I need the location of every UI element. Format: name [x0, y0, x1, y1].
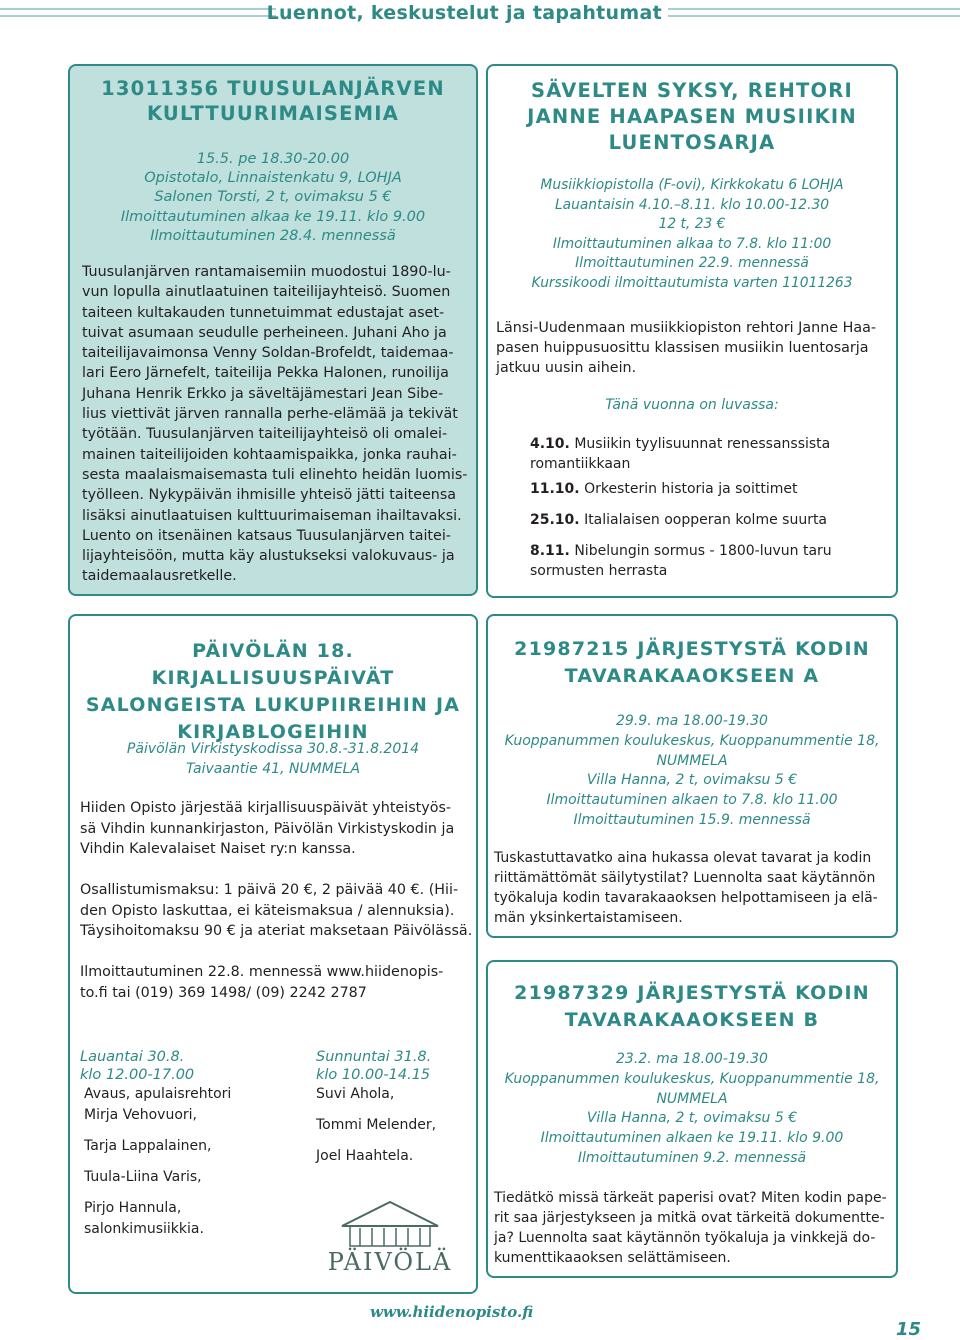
description-paragraph: Hiiden Opisto järjestää kirjallisuuspäivät yhteistyös- sä Vihdin kunnankirjaston, Päivölän Virkistyskodin ja Vihdin Kalevalaiset Naiset ry:n kanssa.: [80, 800, 455, 857]
description-paragraph: Länsi-Uudenmaan musiikkiopiston rehtori Janne Haa- pasen huippusuosittu klassisen musiikin luentosarja jatkuu uusin aihein.: [496, 320, 877, 376]
event-details: Päivölän Virkistyskodissa 30.8.-31.8.2014 Taivaantie 41, NUMMELA: [126, 741, 420, 777]
tuusulanjarvi-lecture-box: [68, 64, 478, 596]
header-rule-left: [0, 8, 276, 17]
footer-website-link[interactable]: www.hiidenopisto.fi: [370, 1303, 534, 1321]
saturday-program: Lauantai 30.8. klo 12.00-17.00 Avaus, apulaisrehtori Mirja Vehovuori, Tarja Lappalainen, Tuula-Liina Varis, Pirjo Hannula, salonkimusiikkia.: [80, 1048, 300, 1240]
description-paragraph: Tiedätkö missä tärkeät paperisi ovat? Miten kodin pape- rit saa järjestykseen ja mitkä ovat tärkeitä dokumentte- ja? Luennolta saat käytännön työkaluja ja vinkkejä do- kumenttikaaoksen selättämiseen.: [494, 1190, 887, 1266]
home-clutter-b-box: [486, 960, 898, 1278]
event-details: 15.5. pe 18.30-20.00 Opistotalo, Linnaistenkatu 9, LOHJA Salonen Torsti, 2 t, ovimaksu 5 € Ilmoittautuminen alkaa ke 19.11. klo 9.00 Ilmoittautuminen 28.4. mennessä: [120, 151, 426, 244]
schedule-item: 8.11. Nibelungin sormus - 1800-luvun taru sormusten herrasta: [530, 543, 832, 579]
header-rule-right: [668, 8, 960, 17]
registration-paragraph: Ilmoittautuminen 22.8. mennessä www.hiidenopis- to.fi tai (019) 369 1498/ (09) 2242 2787: [80, 964, 444, 1001]
box-title: SÄVELTEN SYKSY, REHTORI JANNE HAAPASEN MUSIIKIN LUENTOSARJA: [527, 79, 857, 154]
schedule-item: 25.10. Italialaisen oopperan kolme suurta: [530, 512, 828, 528]
schedule-item: 4.10. Musiikin tyylisuunnat renessanssista romantiikkaan: [530, 436, 831, 472]
schedule-item: 11.10. Orkesterin historia ja soittimet: [530, 481, 798, 497]
schedule-subheading: Tänä vuonna on luvassa:: [605, 397, 779, 413]
event-details: Musiikkiopistolla (F-ovi), Kirkkokatu 6 LOHJA Lauantaisin 4.10.–8.11. klo 10.00-12.30 12 t, 23 € Ilmoittautuminen alkaa to 7.8. klo 11:00 Ilmoittautuminen 22.9. mennessä Kurssikoodi ilmoittautumista varten 11011263: [531, 177, 853, 291]
box-title: PÄIVÖLÄN 18. KIRJALLISUUSPÄIVÄT SALONGEISTA LUKUPIIREIHIN JA KIRJABLOGEIHIN: [85, 640, 461, 743]
literature-days-box: [68, 614, 478, 1294]
sunday-time: Sunnuntai 31.8. klo 10.00-14.15: [316, 1049, 432, 1083]
box-title: 13011356 TUUSULANJÄRVEN KULTTUURIMAISEMIA: [101, 77, 445, 125]
home-clutter-a-box: [486, 614, 898, 938]
description-paragraph: Tuusulanjärven rantamaisemiin muodostui 1890-lu- vun lopulla ainutlaatuinen taiteilijayhteisö. Suomen taiteen kultakauden tunnetuimmat edustajat aset- tuivat asumaan seudulle perheineen. Juhani Aho ja taiteilijavaimonsa Venny Soldan-Brofeldt, taidemaa- lari Eero Järnefelt, taiteilija Pekka Halonen, runoilija Juhana Henrik Erkko ja säveltäjämestari Jean Sibe- lius viettivät järven rannalla perhe-elämää ja tekivät työtään. Tuusulanjärven taiteilijayhteisö oli omalei- mainen taiteilijoiden kohtaamispaikka, jonka rauhai- sesta maalaismaisemasta tuli elinehto heidän luomis- työlleen. Nykypäivän ihmisille yhteisö jätti taiteensa lisäksi ainutlaatuisen kulttuurimaiseman ihailtavaksi. Luento on itsenäinen katsaus Tuusulanjärven taitei- lijayhteisöön, mutta käy alustukseksi valokuvaus- ja taidemaalausretkelle.: [82, 264, 468, 585]
box-title: 21987215 JÄRJESTYSTÄ KODIN TAVARAKAAOKSEEN A: [514, 638, 870, 687]
saturday-time: Lauantai 30.8. klo 12.00-17.00: [80, 1049, 195, 1083]
description-paragraph: Tuskastuttavatko aina hukassa olevat tavarat ja kodin riittämättömät säilytystilat? Luennolta saat käytännön työkaluja kodin tavarakaaoksen helpottamiseen ja elä- män yksinkertaistamiseen.: [494, 850, 878, 926]
price-paragraph: Osallistumismaksu: 1 päivä 20 €, 2 päivää 40 €. (Hii- den Opisto laskuttaa, ei käteismaksua / alennuksia). Täysihoitomaksu 90 € ja ateriat maksetaan Päivölässä.: [80, 882, 473, 939]
sunday-program: Sunnuntai 31.8. klo 10.00-14.15 Suvi Ahola, Tommi Melender, Joel Haahtela.: [316, 1048, 476, 1167]
event-details: 23.2. ma 18.00-19.30 Kuoppanummen koulukeskus, Kuoppanummentie 18, NUMMELA Villa Hanna, 2 t, ovimaksu 5 € Ilmoittautuminen alkaen ke 19.11. klo 9.00 Ilmoittautuminen 9.2. mennessä: [504, 1051, 880, 1166]
paivola-logo-text: PÄIVÖLÄ: [327, 1248, 453, 1276]
event-details: 29.9. ma 18.00-19.30 Kuoppanummen koulukeskus, Kuoppanummentie 18, NUMMELA Villa Hanna, 2 t, ovimaksu 5 € Ilmoittautuminen alkaen to 7.8. klo 11.00 Ilmoittautuminen 15.9. mennessä: [504, 713, 880, 828]
paivola-logo: [320, 1196, 460, 1282]
lecture-schedule: [530, 434, 890, 581]
page-number: 15: [896, 1319, 922, 1340]
section-heading: Luennot, keskustelut ja tapahtumat: [266, 2, 662, 24]
box-title: 21987329 JÄRJESTYSTÄ KODIN TAVARAKAAOKSEEN B: [514, 982, 870, 1031]
music-lecture-series-box: [486, 64, 898, 598]
